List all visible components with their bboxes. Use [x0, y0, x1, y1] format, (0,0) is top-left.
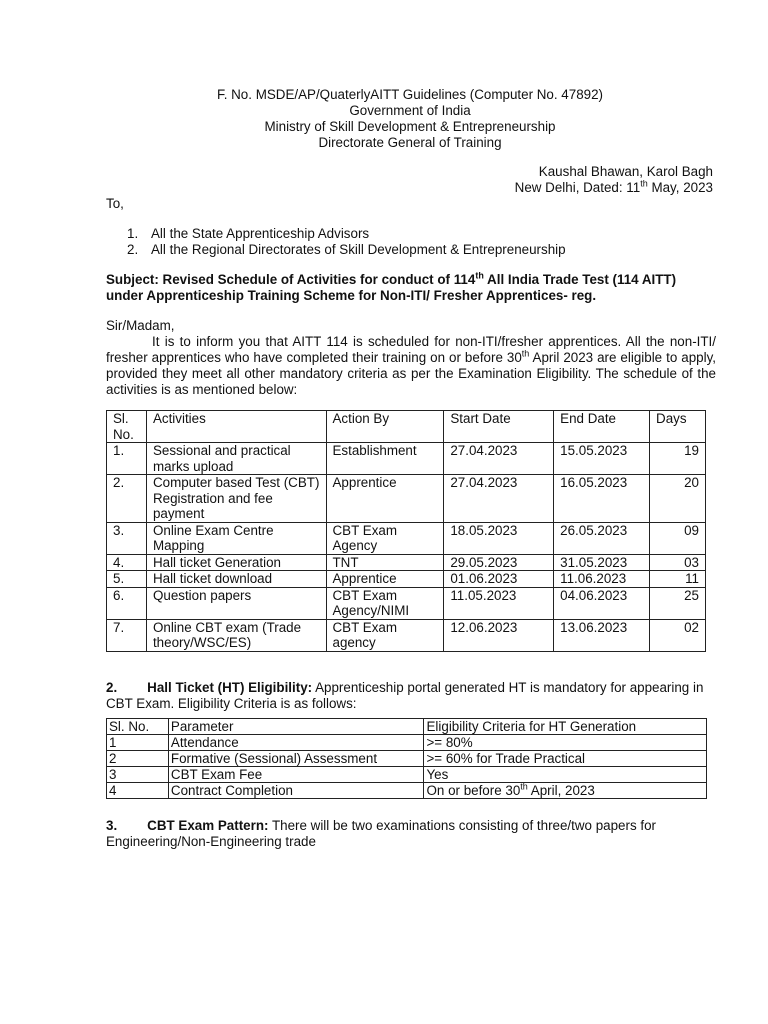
schedule-table — [106, 410, 706, 652]
salutation: Sir/Madam, — [106, 318, 175, 333]
cell-sl: 3. — [107, 522, 147, 554]
file-number: F. No. MSDE/AP/QuaterlyAITT Guidelines (Computer No. 47892) — [217, 87, 603, 102]
cell-end-date: 26.05.2023 — [554, 522, 650, 554]
table-header-row — [107, 411, 706, 443]
cell-end-date: 13.06.2023 — [554, 619, 650, 651]
section-text: There will be two examinations consisting of three/two papers for Engineering/Non-Engineering trade — [106, 818, 656, 849]
cell-days: 03 — [650, 554, 706, 571]
column-header: End Date — [554, 411, 650, 443]
cell-parameter: Contract Completion — [168, 783, 424, 799]
cell-sl: 3 — [107, 767, 169, 783]
column-header: Start Date — [444, 411, 554, 443]
table-row — [107, 475, 706, 523]
cell-start-date: 11.05.2023 — [444, 587, 554, 619]
cell-days: 25 — [650, 587, 706, 619]
cell-sl: 5. — [107, 571, 147, 588]
table-row — [107, 554, 706, 571]
cell-activity: Online Exam Centre Mapping — [146, 522, 326, 554]
table-row — [107, 735, 707, 751]
list-item: 2. All the Regional Directorates of Skill Development & Entrepreneurship — [127, 242, 566, 257]
cell-criteria: On or before 30th April, 2023 — [424, 783, 707, 799]
section-title: CBT Exam Pattern: — [147, 818, 269, 833]
cell-sl: 7. — [107, 619, 147, 651]
column-header: Eligibility Criteria for HT Generation — [424, 719, 707, 735]
column-header: Activities — [146, 411, 326, 443]
body-paragraph: It is to inform you that AITT 114 is scheduled for non-ITI/fresher apprentices. All the non-ITI/ fresher apprentices who have completed their training on or before 30th April 2023 are eligible to apply, provided they meet all other mandatory criteria as per the Examination Eligibility. The schedule of the activities is as mentioned below: — [106, 334, 716, 397]
cell-criteria: Yes — [424, 767, 707, 783]
cell-sl: 4 — [107, 783, 169, 799]
cell-days: 19 — [650, 443, 706, 475]
cell-parameter: Attendance — [168, 735, 424, 751]
cell-end-date: 31.05.2023 — [554, 554, 650, 571]
cell-end-date: 04.06.2023 — [554, 587, 650, 619]
table-header-row — [107, 719, 707, 735]
cell-criteria: >= 60% for Trade Practical — [424, 751, 707, 767]
cell-activity: Question papers — [146, 587, 326, 619]
cell-end-date: 11.06.2023 — [554, 571, 650, 588]
table-row — [107, 522, 706, 554]
cell-end-date: 15.05.2023 — [554, 443, 650, 475]
government-line: Government of India — [349, 103, 471, 118]
cell-start-date: 29.05.2023 — [444, 554, 554, 571]
cell-parameter: Formative (Sessional) Assessment — [168, 751, 424, 767]
cell-days: 20 — [650, 475, 706, 523]
cell-start-date: 01.06.2023 — [444, 571, 554, 588]
cell-days: 02 — [650, 619, 706, 651]
to-label: To, — [106, 196, 124, 211]
cell-activity: Hall ticket Generation — [146, 554, 326, 571]
table-row — [107, 443, 706, 475]
cell-action-by: CBT Exam Agency — [326, 522, 444, 554]
letter-header — [180, 87, 640, 151]
cell-end-date: 16.05.2023 — [554, 475, 650, 523]
cell-action-by: Establishment — [326, 443, 444, 475]
cell-activity: Online CBT exam (Trade theory/WSC/ES) — [146, 619, 326, 651]
column-header: Sl. No. — [107, 719, 169, 735]
cell-action-by: CBT Exam agency — [326, 619, 444, 651]
cell-activity: Computer based Test (CBT) Registration and fee payment — [146, 475, 326, 523]
directorate-line: Directorate General of Training — [318, 135, 502, 150]
cell-action-by: Apprentice — [326, 475, 444, 523]
cell-parameter: CBT Exam Fee — [168, 767, 424, 783]
cell-sl: 6. — [107, 587, 147, 619]
table-row — [107, 767, 707, 783]
column-header: Parameter — [168, 719, 424, 735]
recipient-list — [127, 226, 566, 258]
cell-sl: 4. — [107, 554, 147, 571]
cell-activity: Hall ticket download — [146, 571, 326, 588]
cell-start-date: 18.05.2023 — [444, 522, 554, 554]
cell-action-by: CBT Exam Agency/NIMI — [326, 587, 444, 619]
table-row — [107, 751, 707, 767]
section-text: Apprenticeship portal generated HT is mandatory for appearing in CBT Exam. Eligibility Criteria is as follows: — [106, 680, 704, 711]
section-3 — [106, 818, 716, 850]
address-line: Kaushal Bhawan, Karol Bagh — [538, 164, 713, 179]
ministry-line: Ministry of Skill Development & Entrepreneurship — [264, 119, 556, 134]
cell-start-date: 27.04.2023 — [444, 443, 554, 475]
table-row — [107, 571, 706, 588]
cell-sl: 1 — [107, 735, 169, 751]
eligibility-table — [106, 718, 707, 799]
cell-action-by: Apprentice — [326, 571, 444, 588]
table-row — [107, 587, 706, 619]
section-number: 2. — [106, 680, 118, 695]
cell-days: 11 — [650, 571, 706, 588]
section-title: Hall Ticket (HT) Eligibility: — [147, 680, 313, 695]
list-item: 1. All the State Apprenticeship Advisors — [127, 226, 370, 241]
cell-action-by: TNT — [326, 554, 444, 571]
column-header: Sl. No. — [107, 411, 147, 443]
cell-start-date: 27.04.2023 — [444, 475, 554, 523]
section-2 — [106, 680, 716, 712]
cell-sl: 1. — [107, 443, 147, 475]
cell-start-date: 12.06.2023 — [444, 619, 554, 651]
column-header: Days — [650, 411, 706, 443]
table-row — [107, 619, 706, 651]
table-row — [107, 783, 707, 799]
date-line: New Delhi, Dated: 11th May, 2023 — [514, 178, 713, 195]
cell-sl: 2 — [107, 751, 169, 767]
cell-days: 09 — [650, 522, 706, 554]
subject-line: Subject: Revised Schedule of Activities for conduct of 114th All India Trade Test (114 AITT) under Apprenticeship Training Scheme for Non-ITI/ Fresher Apprentices- reg. — [106, 270, 677, 303]
column-header: Action By — [326, 411, 444, 443]
place-and-date — [515, 164, 713, 196]
section-number: 3. — [106, 818, 118, 833]
cell-criteria: >= 80% — [424, 735, 707, 751]
cell-activity: Sessional and practical marks upload — [146, 443, 326, 475]
cell-sl: 2. — [107, 475, 147, 523]
